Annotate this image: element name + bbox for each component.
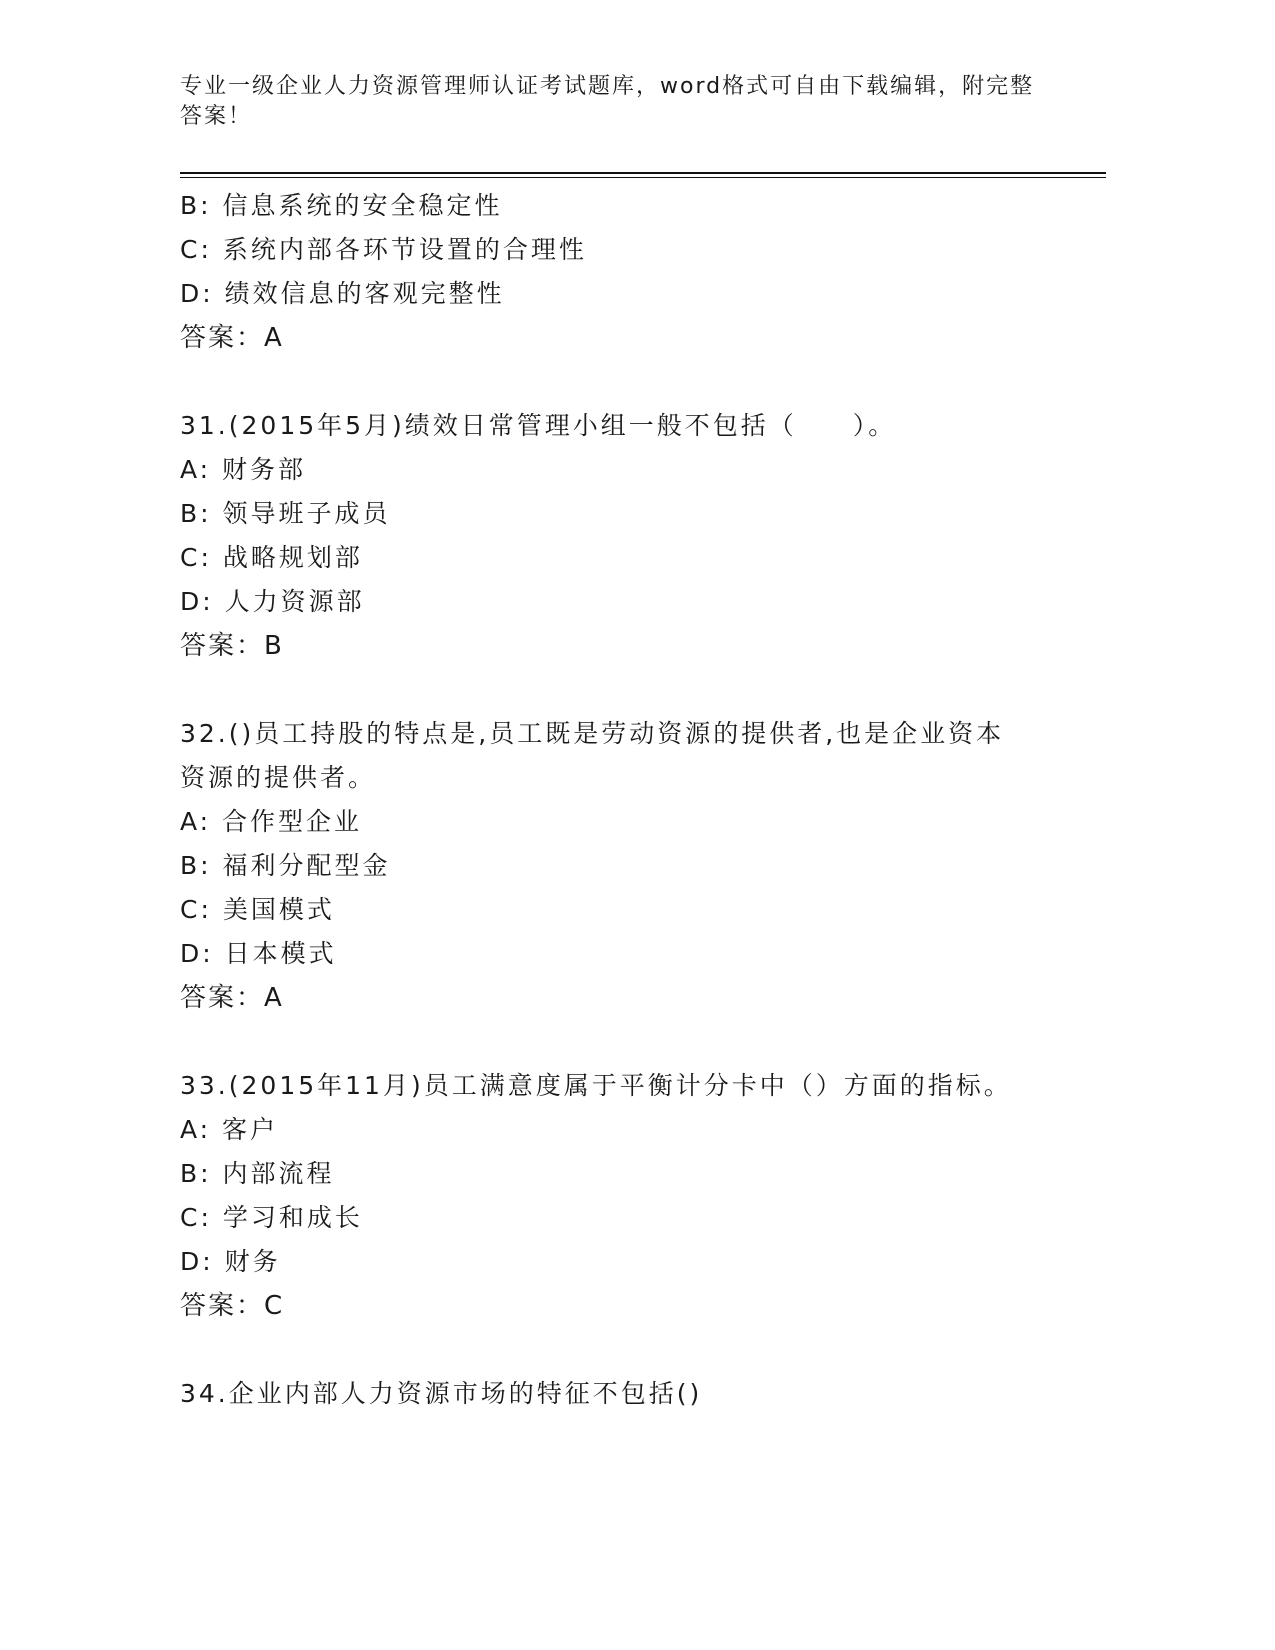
- option-c: C: 学习和成长: [180, 1203, 363, 1232]
- option-c: C: 战略规划部: [180, 543, 363, 572]
- question-block-30: [180, 184, 1080, 360]
- option-d: D: 日本模式: [180, 939, 337, 968]
- question-list: [180, 184, 1080, 1416]
- option-c: C: 系统内部各环节设置的合理性: [180, 235, 587, 264]
- option-b: B: 内部流程: [180, 1159, 335, 1188]
- answer-line: 答案：B: [180, 631, 284, 661]
- question-block-34: [180, 1372, 1080, 1416]
- question-text: 34.企业内部人力资源市场的特征不包括(): [180, 1379, 703, 1408]
- option-d: D: 人力资源部: [180, 587, 365, 616]
- question-text: 32.()员工持股的特点是,员工既是劳动资源的提供者,也是企业资本资源的提供者。: [180, 719, 1005, 792]
- option-d: D: 绩效信息的客观完整性: [180, 279, 505, 308]
- answer-line: 答案：A: [180, 323, 284, 353]
- option-b: B: 信息系统的安全稳定性: [180, 191, 503, 220]
- option-d: D: 财务: [180, 1247, 281, 1276]
- answer-line: 答案：C: [180, 1291, 285, 1321]
- question-block-33: [180, 1064, 1080, 1328]
- question-text: 31.(2015年5月)绩效日常管理小组一般不包括（ ）。: [180, 411, 897, 440]
- option-b: B: 领导班子成员: [180, 499, 391, 528]
- header-divider: [180, 172, 1106, 174]
- option-c: C: 美国模式: [180, 895, 335, 924]
- option-a: A: 客户: [180, 1115, 279, 1144]
- question-block-32: [180, 712, 1080, 1020]
- answer-line: 答案：A: [180, 983, 284, 1013]
- option-a: A: 合作型企业: [180, 807, 363, 836]
- option-a: A: 财务部: [180, 455, 307, 484]
- option-b: B: 福利分配型金: [180, 851, 391, 880]
- question-block-31: [180, 404, 1080, 668]
- header-divider-thin: [180, 177, 1106, 178]
- document-header: 专业一级企业人力资源管理师认证考试题库，word格式可自由下载编辑，附完整答案！: [180, 74, 1035, 129]
- question-text: 33.(2015年11月)员工满意度属于平衡计分卡中（）方面的指标。: [180, 1071, 1012, 1100]
